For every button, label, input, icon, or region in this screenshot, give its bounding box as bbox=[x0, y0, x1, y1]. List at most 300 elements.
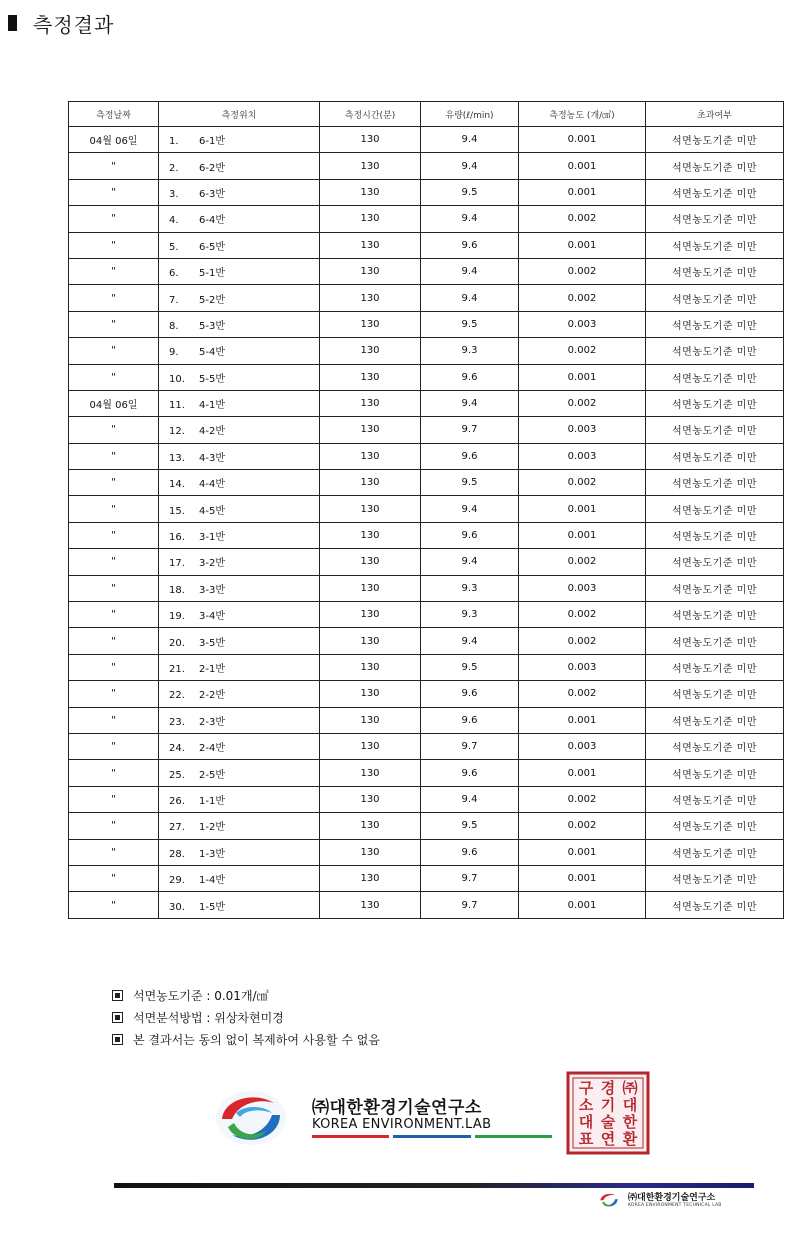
location-label: 5-1반 bbox=[199, 268, 225, 280]
location-number: 24. bbox=[169, 743, 185, 755]
time-cell: 130 bbox=[320, 153, 421, 179]
status-cell: 석면농도기준 미만 bbox=[646, 575, 784, 601]
status-cell: 석면농도기준 미만 bbox=[646, 417, 784, 443]
seal-glyph: 소 bbox=[578, 1096, 594, 1114]
header-date: 측정날짜 bbox=[69, 102, 159, 127]
location-number: 23. bbox=[169, 716, 185, 728]
time-cell: 130 bbox=[320, 364, 421, 390]
table-row bbox=[69, 522, 784, 548]
location-number: 21. bbox=[169, 664, 185, 675]
location-label: 2-4반 bbox=[199, 743, 225, 755]
date-cell: " bbox=[69, 496, 159, 522]
location-cell bbox=[159, 127, 320, 153]
table-row bbox=[69, 813, 784, 839]
flow-cell: 9.5 bbox=[421, 813, 519, 839]
flow-cell: 9.4 bbox=[421, 285, 519, 311]
location-cell bbox=[159, 681, 320, 707]
status-cell: 석면농도기준 미만 bbox=[646, 496, 784, 522]
date-cell: " bbox=[69, 364, 159, 390]
time-cell: 130 bbox=[320, 179, 421, 205]
time-cell: 130 bbox=[320, 654, 421, 680]
concentration-cell: 0.003 bbox=[519, 654, 646, 680]
time-cell: 130 bbox=[320, 338, 421, 364]
status-cell: 석면농도기준 미만 bbox=[646, 232, 784, 258]
table-row bbox=[69, 338, 784, 364]
location-cell bbox=[159, 470, 320, 496]
table-row bbox=[69, 549, 784, 575]
location-label: 3-3반 bbox=[199, 584, 225, 596]
concentration-cell: 0.002 bbox=[519, 628, 646, 654]
table-row bbox=[69, 707, 784, 733]
status-cell: 석면농도기준 미만 bbox=[646, 733, 784, 759]
date-cell: 04월 06일 bbox=[69, 127, 159, 153]
flow-cell: 9.7 bbox=[421, 417, 519, 443]
note-text: 본 결과서는 동의 없이 복제하여 사용할 수 없음 bbox=[133, 1032, 380, 1047]
concentration-cell: 0.001 bbox=[519, 865, 646, 891]
flow-cell: 9.6 bbox=[421, 760, 519, 786]
note-item bbox=[112, 1028, 380, 1050]
time-cell: 130 bbox=[320, 522, 421, 548]
location-label: 4-4반 bbox=[199, 479, 225, 491]
status-cell: 석면농도기준 미만 bbox=[646, 470, 784, 496]
concentration-cell: 0.001 bbox=[519, 364, 646, 390]
date-cell: " bbox=[69, 681, 159, 707]
seal-glyph: 구 bbox=[578, 1079, 594, 1097]
time-cell: 130 bbox=[320, 311, 421, 337]
header-time: 측정시간(분) bbox=[320, 102, 421, 127]
location-cell bbox=[159, 602, 320, 628]
flow-cell: 9.4 bbox=[421, 549, 519, 575]
concentration-cell: 0.002 bbox=[519, 390, 646, 416]
location-number: 19. bbox=[169, 611, 185, 623]
location-label: 6-2반 bbox=[199, 162, 225, 174]
note-text: 석면분석방법 : 위상차현미경 bbox=[133, 1010, 284, 1025]
time-cell: 130 bbox=[320, 707, 421, 733]
time-cell: 130 bbox=[320, 206, 421, 232]
concentration-cell: 0.001 bbox=[519, 179, 646, 205]
status-cell: 석면농도기준 미만 bbox=[646, 311, 784, 337]
location-cell bbox=[159, 311, 320, 337]
status-cell: 석면농도기준 미만 bbox=[646, 206, 784, 232]
location-label: 6-4반 bbox=[199, 215, 225, 227]
status-cell: 석면농도기준 미만 bbox=[646, 813, 784, 839]
location-cell bbox=[159, 443, 320, 469]
time-cell: 130 bbox=[320, 575, 421, 601]
time-cell: 130 bbox=[320, 681, 421, 707]
location-label: 6-1반 bbox=[199, 136, 225, 148]
concentration-cell: 0.002 bbox=[519, 602, 646, 628]
header-flow: 유량(ℓ/min) bbox=[421, 102, 519, 127]
date-cell: " bbox=[69, 232, 159, 258]
location-number: 22. bbox=[169, 690, 185, 702]
status-cell: 석면농도기준 미만 bbox=[646, 522, 784, 548]
status-cell: 석면농도기준 미만 bbox=[646, 390, 784, 416]
location-cell bbox=[159, 496, 320, 522]
location-cell bbox=[159, 285, 320, 311]
flow-cell: 9.7 bbox=[421, 733, 519, 759]
company-name-english: KOREA ENVIRONMENT.LAB bbox=[312, 1117, 492, 1132]
seal-glyph: 기 bbox=[600, 1096, 616, 1114]
table-row bbox=[69, 654, 784, 680]
date-cell: " bbox=[69, 654, 159, 680]
location-label: 4-2반 bbox=[199, 426, 225, 438]
location-cell bbox=[159, 786, 320, 812]
flow-cell: 9.4 bbox=[421, 258, 519, 284]
seal-glyph: 대 bbox=[622, 1096, 638, 1114]
location-cell bbox=[159, 153, 320, 179]
table-row bbox=[69, 681, 784, 707]
date-cell: " bbox=[69, 153, 159, 179]
date-cell: " bbox=[69, 602, 159, 628]
seal-glyph: ㈜ bbox=[622, 1079, 638, 1097]
location-label: 6-3반 bbox=[199, 188, 225, 200]
checkbox-bullet-icon bbox=[112, 990, 123, 1001]
date-cell: " bbox=[69, 417, 159, 443]
concentration-cell: 0.001 bbox=[519, 892, 646, 918]
table-row bbox=[69, 496, 784, 522]
concentration-cell: 0.001 bbox=[519, 522, 646, 548]
location-label: 4-3반 bbox=[199, 452, 225, 464]
time-cell: 130 bbox=[320, 285, 421, 311]
flow-cell: 9.6 bbox=[421, 681, 519, 707]
status-cell: 석면농도기준 미만 bbox=[646, 760, 784, 786]
location-label: 1-4반 bbox=[199, 875, 225, 887]
status-cell: 석면농도기준 미만 bbox=[646, 786, 784, 812]
table-row bbox=[69, 892, 784, 918]
time-cell: 130 bbox=[320, 390, 421, 416]
status-cell: 석면농도기준 미만 bbox=[646, 364, 784, 390]
time-cell: 130 bbox=[320, 760, 421, 786]
flow-cell: 9.4 bbox=[421, 127, 519, 153]
time-cell: 130 bbox=[320, 892, 421, 918]
location-cell bbox=[159, 206, 320, 232]
location-cell bbox=[159, 338, 320, 364]
date-cell: " bbox=[69, 813, 159, 839]
location-number: 1. bbox=[169, 136, 179, 148]
status-cell: 석면농도기준 미만 bbox=[646, 892, 784, 918]
concentration-cell: 0.002 bbox=[519, 470, 646, 496]
time-cell: 130 bbox=[320, 443, 421, 469]
concentration-cell: 0.003 bbox=[519, 443, 646, 469]
location-cell bbox=[159, 813, 320, 839]
concentration-cell: 0.002 bbox=[519, 786, 646, 812]
date-cell: " bbox=[69, 470, 159, 496]
logo-line-blue bbox=[393, 1135, 470, 1138]
location-number: 15. bbox=[169, 505, 185, 517]
seal-glyph: 환 bbox=[622, 1130, 638, 1148]
location-label: 3-1반 bbox=[199, 532, 225, 544]
concentration-cell: 0.001 bbox=[519, 707, 646, 733]
status-cell: 석면농도기준 미만 bbox=[646, 443, 784, 469]
location-cell bbox=[159, 733, 320, 759]
location-label: 2-1반 bbox=[199, 664, 225, 675]
status-cell: 석면농도기준 미만 bbox=[646, 285, 784, 311]
table-row bbox=[69, 786, 784, 812]
location-label: 5-4반 bbox=[199, 347, 225, 359]
time-cell: 130 bbox=[320, 470, 421, 496]
logo-line-green bbox=[475, 1135, 552, 1138]
time-cell: 130 bbox=[320, 496, 421, 522]
time-cell: 130 bbox=[320, 813, 421, 839]
location-label: 3-5반 bbox=[199, 637, 225, 649]
time-cell: 130 bbox=[320, 602, 421, 628]
location-number: 3. bbox=[169, 188, 179, 200]
heading-bullet bbox=[8, 15, 17, 31]
seal-glyph: 연 bbox=[600, 1130, 616, 1148]
concentration-cell: 0.001 bbox=[519, 760, 646, 786]
concentration-cell: 0.002 bbox=[519, 681, 646, 707]
location-label: 3-4반 bbox=[199, 611, 225, 623]
concentration-cell: 0.002 bbox=[519, 549, 646, 575]
location-number: 12. bbox=[169, 426, 185, 438]
table-row bbox=[69, 602, 784, 628]
concentration-cell: 0.002 bbox=[519, 285, 646, 311]
table-header-row bbox=[69, 102, 784, 127]
location-number: 25. bbox=[169, 769, 185, 781]
location-number: 11. bbox=[169, 400, 185, 412]
table-row bbox=[69, 760, 784, 786]
flow-cell: 9.4 bbox=[421, 496, 519, 522]
date-cell: " bbox=[69, 733, 159, 759]
location-label: 2-3반 bbox=[199, 716, 225, 728]
location-cell bbox=[159, 364, 320, 390]
date-cell: " bbox=[69, 258, 159, 284]
location-cell bbox=[159, 417, 320, 443]
status-cell: 석면농도기준 미만 bbox=[646, 681, 784, 707]
location-label: 5-5반 bbox=[199, 373, 225, 385]
flow-cell: 9.6 bbox=[421, 839, 519, 865]
flow-cell: 9.5 bbox=[421, 179, 519, 205]
date-cell: 04월 06일 bbox=[69, 390, 159, 416]
concentration-cell: 0.001 bbox=[519, 127, 646, 153]
location-label: 2-5반 bbox=[199, 769, 225, 781]
location-label: 4-1반 bbox=[199, 400, 225, 412]
notes bbox=[112, 984, 380, 1050]
header-concentration: 측정농도 (개/㎤) bbox=[519, 102, 646, 127]
location-cell bbox=[159, 865, 320, 891]
time-cell: 130 bbox=[320, 839, 421, 865]
flow-cell: 9.6 bbox=[421, 232, 519, 258]
date-cell: " bbox=[69, 575, 159, 601]
concentration-cell: 0.002 bbox=[519, 206, 646, 232]
company-logo-icon bbox=[214, 1089, 288, 1147]
table-row bbox=[69, 311, 784, 337]
seal-glyph: 경 bbox=[600, 1079, 616, 1097]
time-cell: 130 bbox=[320, 127, 421, 153]
status-cell: 석면농도기준 미만 bbox=[646, 865, 784, 891]
header-location: 측정위치 bbox=[159, 102, 320, 127]
location-label: 3-2반 bbox=[199, 558, 225, 570]
location-cell bbox=[159, 654, 320, 680]
date-cell: " bbox=[69, 522, 159, 548]
location-number: 14. bbox=[169, 479, 185, 491]
status-cell: 석면농도기준 미만 bbox=[646, 338, 784, 364]
location-cell bbox=[159, 760, 320, 786]
table-row bbox=[69, 232, 784, 258]
time-cell: 130 bbox=[320, 417, 421, 443]
location-number: 29. bbox=[169, 875, 185, 887]
location-cell bbox=[159, 179, 320, 205]
flow-cell: 9.4 bbox=[421, 786, 519, 812]
flow-cell: 9.4 bbox=[421, 390, 519, 416]
location-cell bbox=[159, 549, 320, 575]
date-cell: " bbox=[69, 839, 159, 865]
date-cell: " bbox=[69, 786, 159, 812]
time-cell: 130 bbox=[320, 628, 421, 654]
flow-cell: 9.6 bbox=[421, 707, 519, 733]
status-cell: 석면농도기준 미만 bbox=[646, 707, 784, 733]
date-cell: " bbox=[69, 285, 159, 311]
date-cell: " bbox=[69, 179, 159, 205]
table-row bbox=[69, 153, 784, 179]
seal-glyph: 한 bbox=[622, 1113, 638, 1131]
location-label: 1-5반 bbox=[199, 901, 225, 913]
flow-cell: 9.6 bbox=[421, 522, 519, 548]
flow-cell: 9.3 bbox=[421, 575, 519, 601]
location-number: 2. bbox=[169, 162, 179, 174]
table-row bbox=[69, 390, 784, 416]
status-cell: 석면농도기준 미만 bbox=[646, 549, 784, 575]
flow-cell: 9.4 bbox=[421, 628, 519, 654]
location-label: 6-5반 bbox=[199, 241, 225, 253]
location-cell bbox=[159, 628, 320, 654]
status-cell: 석면농도기준 미만 bbox=[646, 153, 784, 179]
status-cell: 석면농도기준 미만 bbox=[646, 127, 784, 153]
time-cell: 130 bbox=[320, 232, 421, 258]
flow-cell: 9.5 bbox=[421, 311, 519, 337]
flow-cell: 9.3 bbox=[421, 338, 519, 364]
results-table bbox=[68, 101, 784, 919]
date-cell: " bbox=[69, 628, 159, 654]
footer-logo-icon bbox=[598, 1190, 620, 1210]
concentration-cell: 0.003 bbox=[519, 311, 646, 337]
concentration-cell: 0.003 bbox=[519, 417, 646, 443]
flow-cell: 9.3 bbox=[421, 602, 519, 628]
table-row bbox=[69, 364, 784, 390]
table-row bbox=[69, 179, 784, 205]
concentration-cell: 0.003 bbox=[519, 575, 646, 601]
table-row bbox=[69, 417, 784, 443]
status-cell: 석면농도기준 미만 bbox=[646, 602, 784, 628]
location-cell bbox=[159, 892, 320, 918]
flow-cell: 9.7 bbox=[421, 892, 519, 918]
location-number: 10. bbox=[169, 373, 185, 385]
table-row bbox=[69, 839, 784, 865]
flow-cell: 9.5 bbox=[421, 470, 519, 496]
note-item bbox=[112, 984, 380, 1006]
location-number: 5. bbox=[169, 241, 179, 253]
location-cell bbox=[159, 707, 320, 733]
logo-line-red bbox=[312, 1135, 389, 1138]
date-cell: " bbox=[69, 892, 159, 918]
time-cell: 130 bbox=[320, 258, 421, 284]
location-number: 30. bbox=[169, 901, 185, 913]
date-cell: " bbox=[69, 707, 159, 733]
location-cell bbox=[159, 839, 320, 865]
note-text: 석면농도기준 : 0.01개/㎤ bbox=[133, 988, 269, 1003]
table-body bbox=[69, 127, 784, 919]
date-cell: " bbox=[69, 549, 159, 575]
company-name-korean: ㈜대한환경기술연구소 bbox=[312, 1098, 482, 1118]
location-number: 20. bbox=[169, 637, 185, 649]
section-heading bbox=[8, 8, 114, 38]
time-cell: 130 bbox=[320, 786, 421, 812]
date-cell: " bbox=[69, 760, 159, 786]
location-number: 16. bbox=[169, 532, 185, 544]
table-row bbox=[69, 628, 784, 654]
location-cell bbox=[159, 522, 320, 548]
location-number: 4. bbox=[169, 215, 179, 227]
table-row bbox=[69, 206, 784, 232]
concentration-cell: 0.003 bbox=[519, 733, 646, 759]
concentration-cell: 0.002 bbox=[519, 338, 646, 364]
flow-cell: 9.4 bbox=[421, 206, 519, 232]
logo-color-lines bbox=[312, 1135, 552, 1138]
note-item bbox=[112, 1006, 380, 1028]
table-row bbox=[69, 865, 784, 891]
table-row bbox=[69, 733, 784, 759]
concentration-cell: 0.002 bbox=[519, 813, 646, 839]
location-cell bbox=[159, 390, 320, 416]
date-cell: " bbox=[69, 206, 159, 232]
flow-cell: 9.5 bbox=[421, 654, 519, 680]
location-number: 6. bbox=[169, 268, 179, 280]
location-label: 1-2반 bbox=[199, 822, 225, 834]
date-cell: " bbox=[69, 443, 159, 469]
location-number: 13. bbox=[169, 452, 185, 464]
location-label: 5-3반 bbox=[199, 320, 225, 332]
checkbox-bullet-icon bbox=[112, 1034, 123, 1045]
location-label: 2-2반 bbox=[199, 690, 225, 702]
location-number: 28. bbox=[169, 848, 185, 860]
seal-glyph: 술 bbox=[600, 1113, 616, 1131]
location-label: 5-2반 bbox=[199, 294, 225, 306]
footer-company-name: ㈜대한환경기술연구소 bbox=[628, 1193, 716, 1203]
page-title: 측정결과 bbox=[33, 12, 115, 37]
location-number: 7. bbox=[169, 294, 179, 306]
flow-cell: 9.6 bbox=[421, 364, 519, 390]
date-cell: " bbox=[69, 865, 159, 891]
location-label: 1-1반 bbox=[199, 795, 225, 807]
concentration-cell: 0.001 bbox=[519, 232, 646, 258]
seal-glyph: 표 bbox=[578, 1130, 594, 1148]
header-exceed: 초과여부 bbox=[646, 102, 784, 127]
location-cell bbox=[159, 575, 320, 601]
time-cell: 130 bbox=[320, 733, 421, 759]
official-seal-icon bbox=[566, 1071, 650, 1155]
concentration-cell: 0.001 bbox=[519, 153, 646, 179]
company-logo bbox=[214, 1079, 654, 1155]
flow-cell: 9.6 bbox=[421, 443, 519, 469]
footer-company-name-english: KOREA ENVIRONMENT TECHNICAL LAB bbox=[628, 1203, 722, 1208]
location-label: 1-3반 bbox=[199, 848, 225, 860]
location-number: 26. bbox=[169, 795, 185, 807]
footer-logo bbox=[598, 1188, 758, 1216]
table-row bbox=[69, 127, 784, 153]
time-cell: 130 bbox=[320, 549, 421, 575]
date-cell: " bbox=[69, 311, 159, 337]
status-cell: 석면농도기준 미만 bbox=[646, 839, 784, 865]
location-cell bbox=[159, 232, 320, 258]
status-cell: 석면농도기준 미만 bbox=[646, 628, 784, 654]
location-number: 17. bbox=[169, 558, 185, 570]
concentration-cell: 0.002 bbox=[519, 258, 646, 284]
status-cell: 석면농도기준 미만 bbox=[646, 258, 784, 284]
location-label: 4-5반 bbox=[199, 505, 225, 517]
seal-glyph: 대 bbox=[578, 1113, 594, 1131]
concentration-cell: 0.001 bbox=[519, 839, 646, 865]
table-row bbox=[69, 443, 784, 469]
